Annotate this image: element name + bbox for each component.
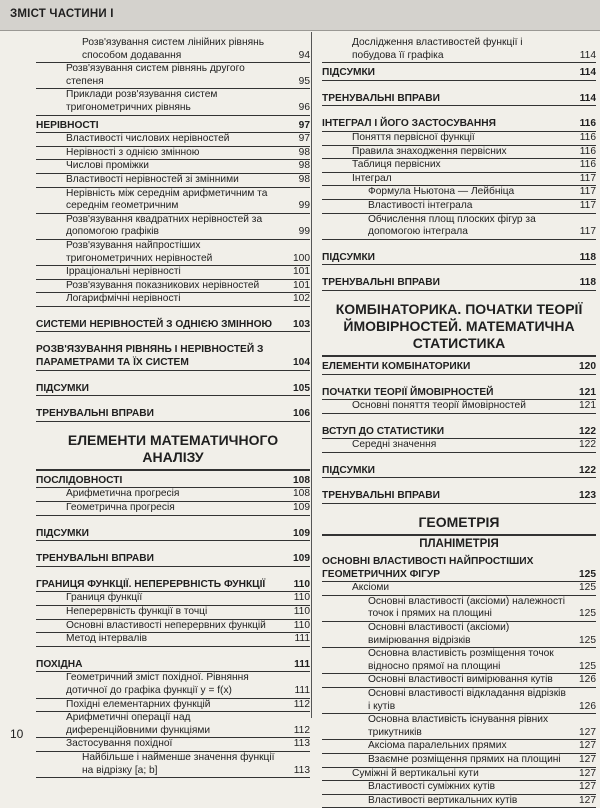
toc-entry[interactable] <box>36 63 310 89</box>
toc-entry[interactable] <box>322 439 596 453</box>
toc-entry[interactable] <box>322 400 596 414</box>
spacer <box>36 567 310 575</box>
toc-entry[interactable] <box>322 781 596 795</box>
toc-entry[interactable] <box>322 173 596 187</box>
entry-title: Аксіома паралельних прямих <box>368 740 507 752</box>
entry-title: Взаємне розміщення прямих на площині <box>368 753 561 765</box>
entry-title: Поняття первісної функції <box>352 131 475 143</box>
entry-page: 122 <box>579 439 596 451</box>
toc-entry[interactable] <box>322 146 596 160</box>
toc-entry[interactable] <box>322 754 596 768</box>
entry-page: 125 <box>579 660 596 672</box>
entry-page: 108 <box>293 488 310 500</box>
entry-page: 117 <box>579 226 596 238</box>
toc-left-column <box>36 37 310 778</box>
entry-page: 127 <box>579 740 596 752</box>
entry-page: 125 <box>579 634 596 646</box>
spacer <box>36 332 310 340</box>
toc-entry[interactable] <box>36 712 310 738</box>
entry-title: Основні властивості вимірювання кутів <box>368 674 553 686</box>
entry-title: Основна властивість розміщення точок відносно прямої на площині <box>368 648 554 672</box>
entry-page: 127 <box>579 767 596 779</box>
entry-page: 98 <box>298 146 310 158</box>
entry-title: Розв'язування систем рівнянь другого степеня <box>66 63 245 87</box>
entry-title: Геометричний зміст похідної. Рівняння дотичної до графіка функції y = f(x) <box>66 672 249 696</box>
toc-entry[interactable] <box>36 37 310 63</box>
entry-title: НЕРІВНОСТІ <box>36 119 99 131</box>
entry-title: Розв'язування систем лінійних рівнянь способом додавання <box>82 37 265 61</box>
entry-page: 127 <box>579 794 596 806</box>
entry-title: Аксіоми <box>352 582 390 594</box>
entry-title: Основні властивості (аксіоми) належності точок і прямих на площині <box>368 595 565 620</box>
toc-section[interactable] <box>322 383 596 401</box>
spacer <box>322 375 596 383</box>
toc-section[interactable] <box>322 273 596 291</box>
entry-page: 112 <box>293 724 310 736</box>
toc-section[interactable] <box>36 471 310 489</box>
toc-entry[interactable] <box>36 488 310 502</box>
toc-entry[interactable] <box>36 606 310 620</box>
entry-page: 125 <box>579 568 596 580</box>
toc-entry[interactable] <box>36 293 310 307</box>
entry-title: ТРЕНУВАЛЬНІ ВПРАВИ <box>322 277 440 289</box>
toc-section[interactable] <box>322 552 596 582</box>
spacer <box>36 307 310 315</box>
entry-page: 108 <box>293 474 310 486</box>
toc-entry[interactable] <box>36 502 310 516</box>
entry-page: 118 <box>579 277 596 289</box>
entry-page: 95 <box>298 75 310 87</box>
entry-page: 109 <box>293 527 310 539</box>
entry-title: Середні значення <box>352 439 437 451</box>
entry-page: 99 <box>298 226 310 238</box>
spacer <box>322 291 596 299</box>
toc-entry[interactable] <box>322 648 596 674</box>
entry-title: Нерівності з однією змінною <box>66 146 200 158</box>
entry-title: ТРЕНУВАЛЬНІ ВПРАВИ <box>36 553 154 565</box>
entry-title: Нерівність між середнім арифметичним та середнім геометричним <box>66 187 268 212</box>
toc-entry[interactable] <box>322 582 596 596</box>
toc-entry[interactable] <box>36 280 310 294</box>
entry-page: 111 <box>294 633 310 645</box>
toc-section[interactable] <box>36 575 310 593</box>
entry-title: ПІДСУМКИ <box>36 527 89 539</box>
toc-section[interactable] <box>322 486 596 504</box>
toc-entry[interactable] <box>36 672 310 698</box>
entry-page: 117 <box>579 172 596 184</box>
entry-title: Властивості нерівностей зі змінними <box>66 173 239 185</box>
entry-page: 98 <box>298 173 310 185</box>
entry-page: 111 <box>294 658 310 670</box>
entry-page: 116 <box>579 159 596 171</box>
page-number: 10 <box>10 727 24 741</box>
entry-page: 101 <box>293 279 310 291</box>
entry-title: Властивості числових нерівностей <box>66 133 230 145</box>
column-divider <box>311 32 312 718</box>
entry-title: Логарифмічні нерівності <box>66 293 181 305</box>
toc-entry[interactable] <box>322 795 596 808</box>
entry-page: 97 <box>298 133 310 145</box>
entry-title: Границя функції <box>66 592 143 604</box>
spacer <box>36 371 310 379</box>
entry-page: 110 <box>293 592 310 604</box>
toc-entry[interactable] <box>322 200 596 214</box>
entry-page: 113 <box>293 738 310 750</box>
toc-entry[interactable] <box>322 622 596 648</box>
entry-title: ПОХІДНА <box>36 658 83 670</box>
part-heading: ГЕОМЕТРІЯ <box>322 512 596 536</box>
entry-title: ПОЧАТКИ ТЕОРІЇ ЙМОВІРНОСТЕЙ <box>322 386 494 398</box>
toc-entry[interactable] <box>322 740 596 754</box>
page-header <box>0 0 600 31</box>
toc-section[interactable] <box>322 89 596 107</box>
entry-page: 114 <box>579 49 596 61</box>
entry-page: 103 <box>293 318 310 330</box>
entry-title: Неперервність функції в точці <box>66 606 208 617</box>
entry-page: 125 <box>579 608 596 620</box>
entry-title: Інтеграл <box>352 172 392 184</box>
entry-title: Числові проміжки <box>66 160 149 172</box>
entry-title: Таблиця первісних <box>352 159 441 171</box>
entry-title: Властивості суміжних кутів <box>368 781 496 793</box>
spacer <box>322 81 596 89</box>
toc-entry[interactable] <box>322 214 596 240</box>
entry-title: ІНТЕГРАЛ І ЙОГО ЗАСТОСУВАННЯ <box>322 118 496 130</box>
toc-entry[interactable] <box>36 240 310 266</box>
toc-entry[interactable] <box>322 186 596 200</box>
spacer <box>36 541 310 549</box>
entry-page: 121 <box>579 400 596 412</box>
toc-entry[interactable] <box>36 89 310 115</box>
toc-entry[interactable] <box>36 738 310 752</box>
entry-page: 126 <box>579 674 596 686</box>
part-heading: ЕЛЕМЕНТИ МАТЕМАТИЧНОГО АНАЛІЗУ <box>36 430 310 471</box>
entry-title: ВСТУП ДО СТАТИСТИКИ <box>322 425 445 437</box>
entry-title: Застосування похідної <box>66 738 173 750</box>
entry-title: ПОСЛІДОВНОСТІ <box>36 474 123 486</box>
entry-title: Основні властивості неперервних функцій <box>66 619 266 631</box>
toc-entry[interactable] <box>36 592 310 606</box>
entry-page: 127 <box>579 726 596 738</box>
entry-title: Основні поняття теорії ймовірностей <box>352 400 526 412</box>
entry-title: Найбільше і найменше значення функції на відрізку [a; b] <box>82 751 275 776</box>
entry-title: ПІДСУМКИ <box>36 382 89 394</box>
toc-section[interactable] <box>36 116 310 134</box>
entry-page: 122 <box>579 464 596 476</box>
entry-title: Правила знаходження первісних <box>352 145 507 157</box>
entry-page: 106 <box>293 408 310 420</box>
entry-page: 116 <box>579 118 596 130</box>
spacer <box>322 453 596 461</box>
entry-title: Арифметичні операції над диференційовними функціями <box>66 712 211 736</box>
entry-title: Геометрична прогресія <box>66 502 175 514</box>
entry-page: 109 <box>293 553 310 565</box>
header-title: ЗМІСТ ЧАСТИНИ І <box>10 8 114 20</box>
entry-title: Ірраціональні нерівності <box>66 266 181 278</box>
toc-section[interactable] <box>36 655 310 673</box>
entry-title: ПІДСУМКИ <box>322 251 375 263</box>
entry-title: Арифметична прогресія <box>66 488 180 500</box>
entry-title: Властивості вертикальних кутів <box>368 794 518 806</box>
entry-title: ТРЕНУВАЛЬНІ ВПРАВИ <box>322 490 440 502</box>
toc-entry[interactable] <box>322 159 596 173</box>
toc-entry[interactable] <box>322 132 596 146</box>
toc-entry[interactable] <box>36 188 310 214</box>
entry-title: ТРЕНУВАЛЬНІ ВПРАВИ <box>322 92 440 104</box>
spacer <box>322 414 596 422</box>
toc-section[interactable] <box>36 315 310 333</box>
entry-page: 104 <box>293 357 310 369</box>
entry-page: 116 <box>579 145 596 157</box>
toc-section[interactable] <box>36 340 310 370</box>
entry-page: 122 <box>579 425 596 437</box>
entry-title: РОЗВ'ЯЗУВАННЯ РІВНЯНЬ І НЕРІВНОСТЕЙ З ПАРАМЕТРАМИ ТА ЇХ СИСТЕМ <box>36 344 264 369</box>
spacer <box>36 647 310 655</box>
entry-title: Розв'язування показникових нерівностей <box>66 279 260 291</box>
toc-entry[interactable] <box>36 160 310 174</box>
entry-page: 117 <box>579 186 596 198</box>
entry-page: 116 <box>579 131 596 143</box>
entry-page: 126 <box>579 700 596 712</box>
entry-page: 109 <box>293 502 310 514</box>
entry-page: 110 <box>293 578 310 590</box>
toc-section[interactable] <box>322 114 596 132</box>
entry-title: Основні властивості (аксіоми) вимірювання відрізків <box>368 622 510 646</box>
entry-title: ПІДСУМКИ <box>322 67 375 79</box>
entry-page: 114 <box>579 92 596 104</box>
entry-title: ТРЕНУВАЛЬНІ ВПРАВИ <box>36 408 154 420</box>
toc-entry[interactable] <box>36 147 310 161</box>
toc-entry[interactable] <box>36 266 310 280</box>
toc-entry[interactable] <box>36 214 310 240</box>
entry-page: 123 <box>579 490 596 502</box>
entry-page: 102 <box>293 293 310 305</box>
entry-page: 94 <box>298 49 310 61</box>
part-heading: КОМБІНАТОРИКА. ПОЧАТКИ ТЕОРІЇ ЙМОВІРНОСТЕЙ. МАТЕМАТИЧНА СТАТИСТИКА <box>322 299 596 357</box>
part-subheading: ПЛАНІМЕТРІЯ <box>419 538 499 551</box>
entry-page: 125 <box>579 582 596 594</box>
toc-entry[interactable] <box>322 674 596 688</box>
entry-page: 118 <box>579 251 596 263</box>
entry-page: 105 <box>293 382 310 394</box>
entry-title: ЕЛЕМЕНТИ КОМБІНАТОРИКИ <box>322 360 471 372</box>
entry-title: ГРАНИЦЯ ФУНКЦІЇ. НЕПЕРЕРВНІСТЬ ФУНКЦІЇ <box>36 578 266 590</box>
toc-section[interactable] <box>322 357 596 375</box>
entry-page: 112 <box>293 698 310 710</box>
toc-entry[interactable] <box>322 688 596 714</box>
entry-page: 97 <box>298 119 310 131</box>
toc-section[interactable] <box>322 248 596 266</box>
toc-section[interactable] <box>36 379 310 397</box>
toc-section[interactable] <box>36 524 310 542</box>
entry-title: Розв'язування квадратних нерівностей за допомогою графіків <box>66 213 263 238</box>
spacer <box>322 265 596 273</box>
entry-title: СИСТЕМИ НЕРІВНОСТЕЙ З ОДНІЄЮ ЗМІННОЮ <box>36 318 273 330</box>
entry-title: Формула Ньютона — Лейбніца <box>368 186 515 198</box>
entry-page: 113 <box>293 764 310 776</box>
toc-section[interactable] <box>36 404 310 422</box>
entry-page: 120 <box>579 360 596 372</box>
toc-entry[interactable] <box>36 699 310 713</box>
toc-entry[interactable] <box>322 768 596 782</box>
entry-title: Обчислення площ плоских фігур за допомогою інтеграла <box>368 213 536 238</box>
toc-entry[interactable] <box>322 714 596 740</box>
entry-page: 114 <box>579 67 596 79</box>
spacer <box>322 478 596 486</box>
entry-title: Приклади розв'язування систем тригонометричних рівнянь <box>66 89 218 113</box>
entry-title: Властивості інтеграла <box>368 199 473 211</box>
spacer <box>322 240 596 248</box>
entry-page: 127 <box>579 753 596 765</box>
entry-page: 121 <box>579 386 596 398</box>
entry-page: 110 <box>293 619 310 631</box>
entry-title: Розв'язування найпростіших тригонометричних нерівностей <box>66 239 213 264</box>
toc-entry[interactable] <box>322 37 596 63</box>
entry-title: ПІДСУМКИ <box>322 464 375 476</box>
entry-page: 117 <box>579 199 596 211</box>
entry-page: 96 <box>298 101 310 113</box>
entry-page: 100 <box>293 252 310 264</box>
entry-title: Основна властивість існування рівних трикутників <box>368 714 549 738</box>
entry-page: 127 <box>579 781 596 793</box>
toc-entry[interactable] <box>36 633 310 647</box>
entry-title: Метод інтервалів <box>66 633 148 645</box>
entry-page: 110 <box>293 606 310 617</box>
toc-section[interactable] <box>322 63 596 81</box>
entry-page: 101 <box>293 266 310 278</box>
entry-title: Суміжні й вертикальні кути <box>352 767 479 779</box>
spacer <box>36 516 310 524</box>
toc-entry[interactable] <box>322 596 596 622</box>
toc-section[interactable] <box>36 549 310 567</box>
toc-entry[interactable] <box>36 133 310 147</box>
toc-entry[interactable] <box>36 752 310 778</box>
entry-title: ОСНОВНІ ВЛАСТИВОСТІ НАЙПРОСТІШИХ ГЕОМЕТРИЧНИХ ФІГУР <box>322 556 534 580</box>
toc-section[interactable] <box>322 422 596 440</box>
toc-section[interactable] <box>322 461 596 479</box>
toc-right-column <box>322 37 596 808</box>
toc-entry[interactable] <box>36 174 310 188</box>
spacer <box>322 106 596 114</box>
entry-title: Основні властивості відкладання відрізків і кутів <box>368 688 566 712</box>
spacer <box>322 504 596 512</box>
entry-title: Дослідження властивостей функції і побудова її графіка <box>352 37 523 61</box>
entry-page: 98 <box>298 160 310 172</box>
entry-title: Похідні елементарних функцій <box>66 698 211 710</box>
entry-page: 111 <box>294 684 310 696</box>
toc-entry[interactable] <box>36 620 310 634</box>
spacer <box>36 396 310 404</box>
spacer <box>36 422 310 430</box>
entry-page: 99 <box>298 200 310 212</box>
